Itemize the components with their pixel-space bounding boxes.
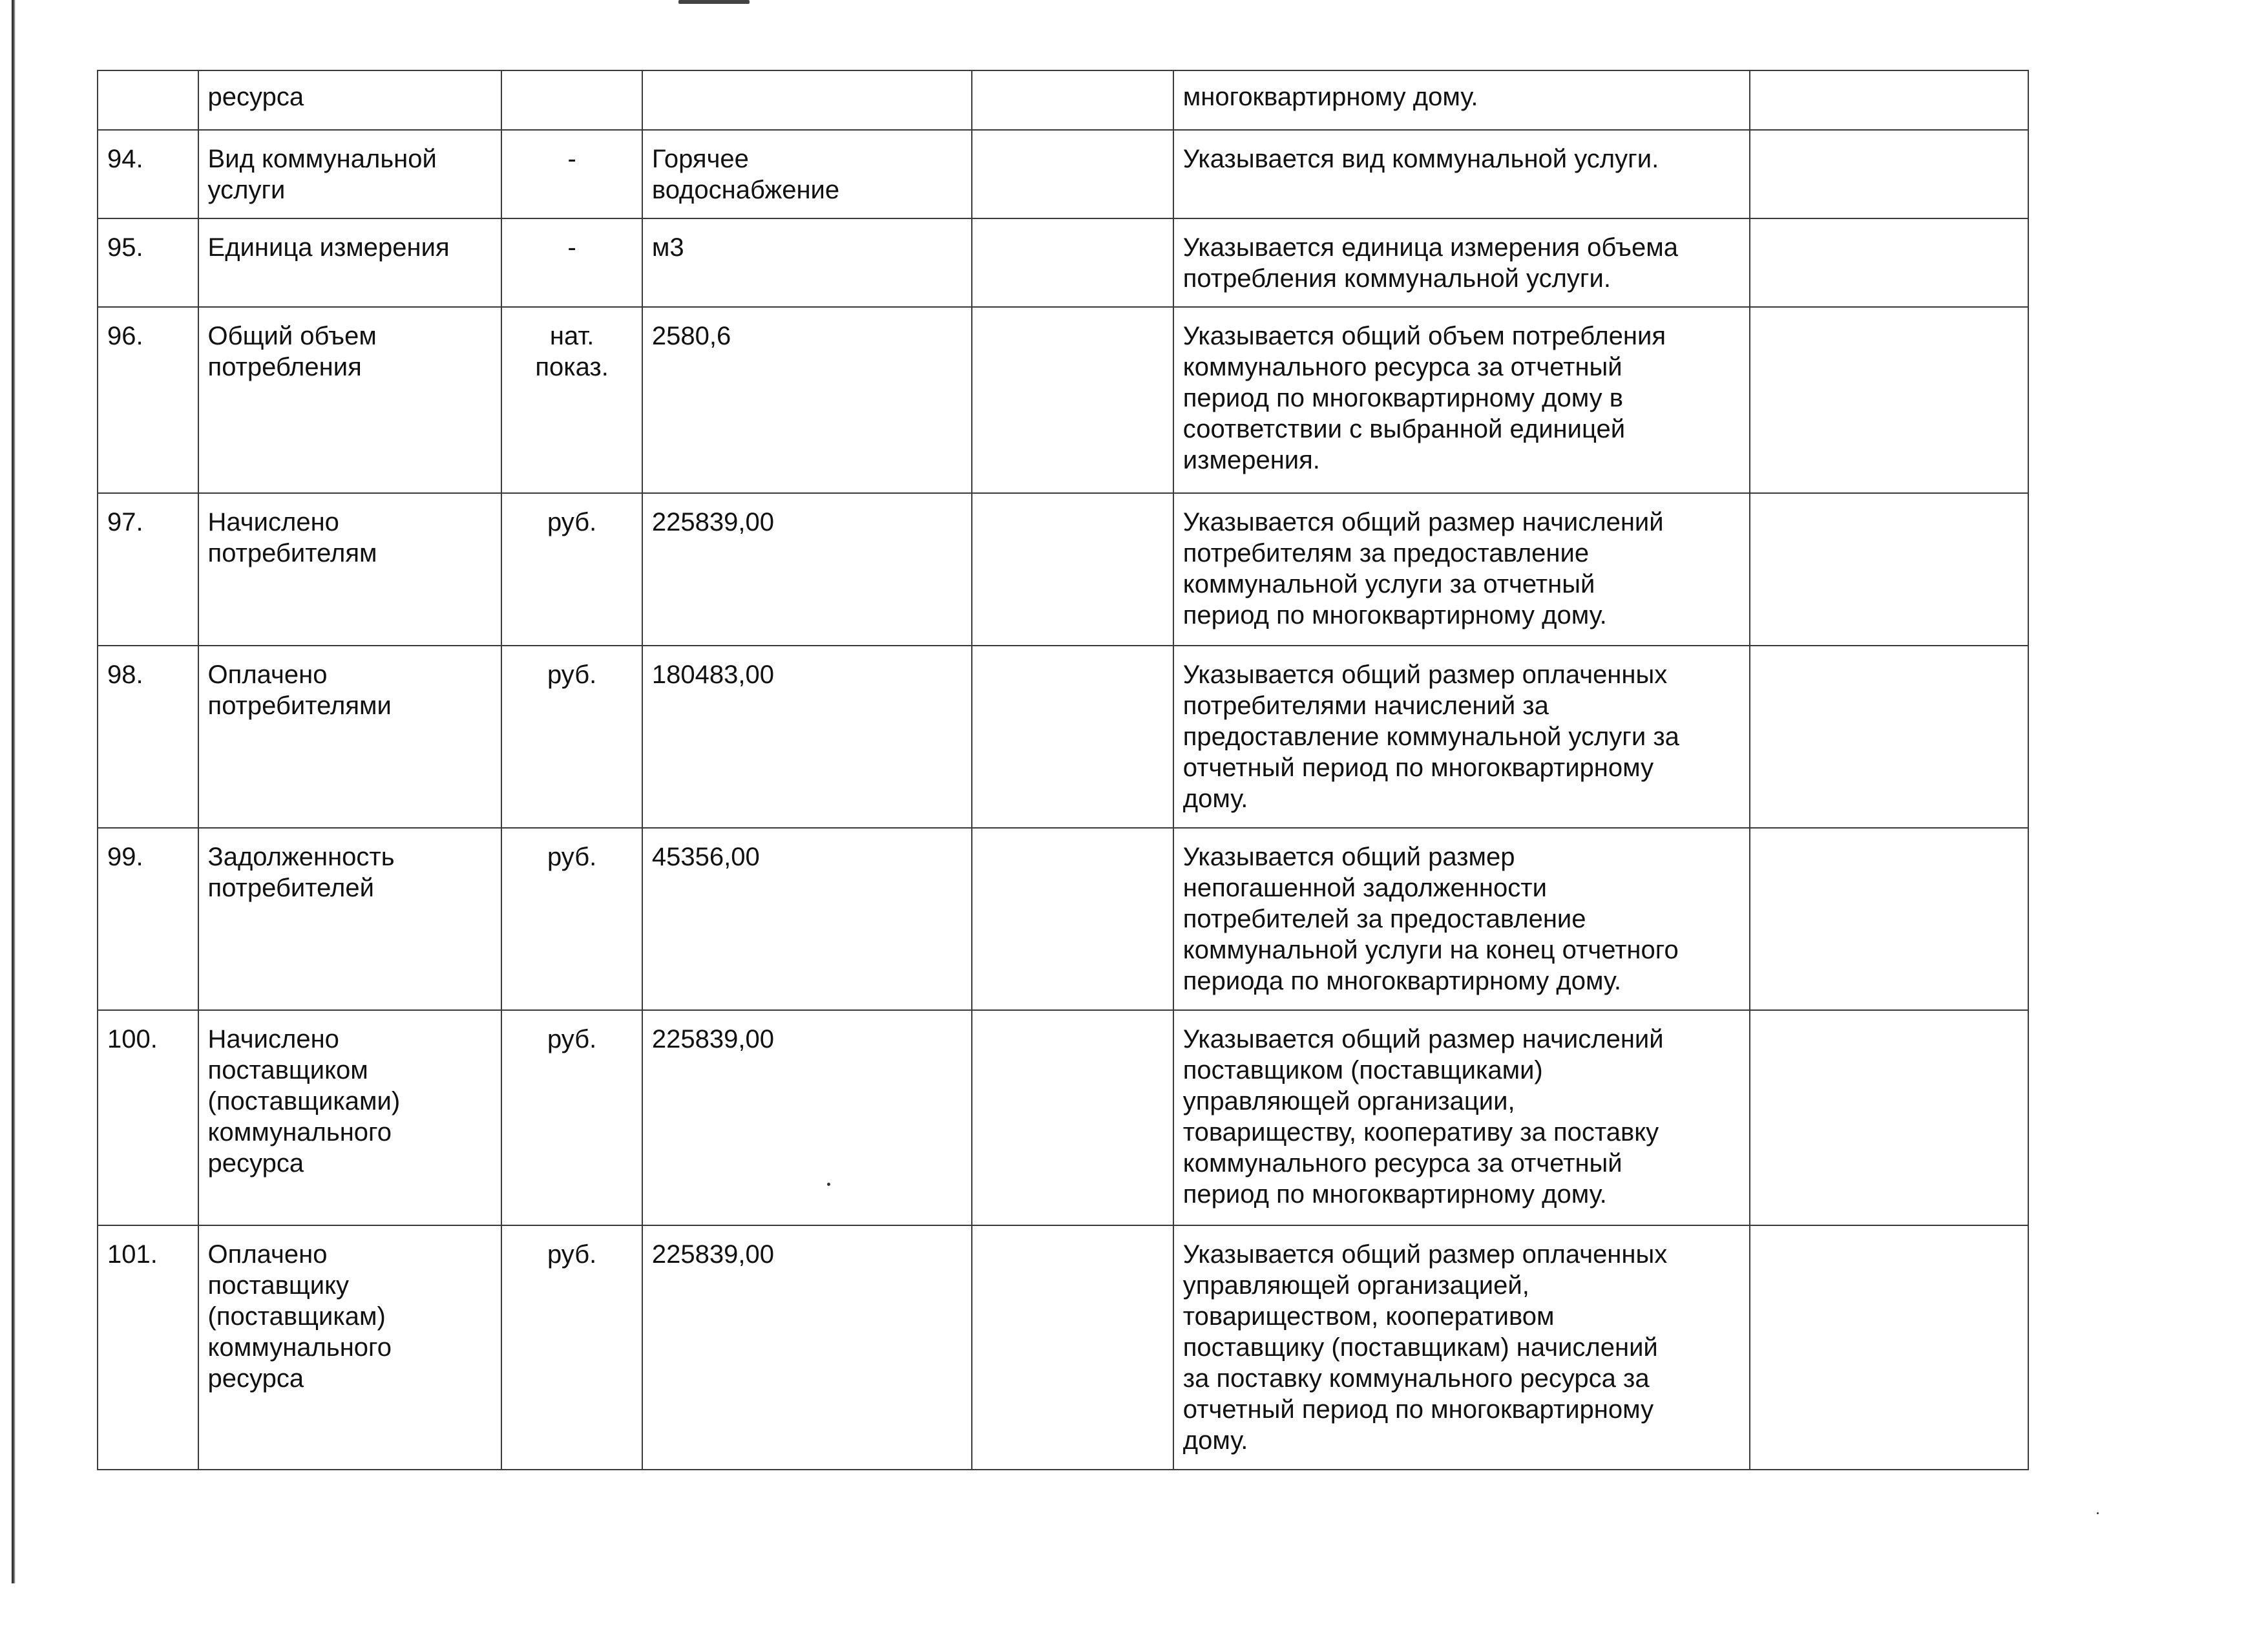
description-cell: Указывается общий размер непогашенной задолженности потребителей за предоставление коммунальной услуги на конец отчетного периода по многоквартирному дому.: [1173, 828, 1750, 1010]
empty-cell: [1750, 646, 2028, 828]
empty-cell: [972, 130, 1173, 218]
empty-cell: [1750, 493, 2028, 646]
indicator-name-cell: Оплачено потребителями: [198, 646, 502, 828]
row-number-cell: 98.: [98, 646, 198, 828]
unit-cell: руб.: [501, 1225, 642, 1470]
description-cell: Указывается общий размер начислений потребителям за предоставление коммунальной услуги за отчетный период по многоквартирному дому.: [1173, 493, 1750, 646]
value-cell: [642, 70, 972, 130]
utility-report-table: [97, 70, 2029, 1470]
empty-cell: [972, 70, 1173, 130]
indicator-name-cell: Единица измерения: [198, 218, 502, 307]
description-cell: Указывается единица измерения объема потребления коммунальной услуги.: [1173, 218, 1750, 307]
empty-cell: [972, 646, 1173, 828]
description-cell: многоквартирному дому.: [1173, 70, 1750, 130]
indicator-name-cell: Общий объем потребления: [198, 307, 502, 493]
value-cell: 45356,00: [642, 828, 972, 1010]
scan-edge-artifact: [12, 0, 16, 1583]
indicator-name-cell: Вид коммунальной услуги: [198, 130, 502, 218]
indicator-name-cell: Оплачено поставщику (поставщикам) коммунального ресурса: [198, 1225, 502, 1470]
empty-cell: [972, 307, 1173, 493]
table-row: [98, 1225, 2028, 1470]
unit-cell: -: [501, 130, 642, 218]
description-cell: Указывается общий объем потребления коммунального ресурса за отчетный период по многоквартирному дому в соответствии с выбранной единицей измерения.: [1173, 307, 1750, 493]
empty-cell: [1750, 70, 2028, 130]
row-number-cell: 101.: [98, 1225, 198, 1470]
row-number-cell: [98, 70, 198, 130]
empty-cell: [1750, 307, 2028, 493]
table-row: [98, 70, 2028, 130]
description-cell: Указывается вид коммунальной услуги.: [1173, 130, 1750, 218]
description-cell: Указывается общий размер оплаченных потребителями начислений за предоставление коммунальной услуги за отчетный период по многоквартирному дому.: [1173, 646, 1750, 828]
empty-cell: [1750, 828, 2028, 1010]
row-number-cell: 99.: [98, 828, 198, 1010]
unit-cell: руб.: [501, 1010, 642, 1225]
empty-cell: [1750, 218, 2028, 307]
value-cell: м3: [642, 218, 972, 307]
empty-cell: [972, 218, 1173, 307]
value-cell: 2580,6: [642, 307, 972, 493]
scan-mark-top: [678, 0, 750, 4]
scan-speck: [2097, 1512, 2099, 1514]
empty-cell: [972, 1010, 1173, 1225]
empty-cell: [972, 493, 1173, 646]
description-cell: Указывается общий размер начислений поставщиком (поставщиками) управляющей организации, товариществу, кооперативу за поставку коммунального ресурса за отчетный период по многоквартирному дому.: [1173, 1010, 1750, 1225]
description-cell: Указывается общий размер оплаченных управляющей организацией, товариществом, кооперативом поставщику (поставщикам) начислений за поставку коммунального ресурса за отчетный период по многоквартирному дому.: [1173, 1225, 1750, 1470]
table-row: [98, 130, 2028, 218]
indicator-name-cell: Начислено поставщиком (поставщиками) коммунального ресурса: [198, 1010, 502, 1225]
empty-cell: [972, 1225, 1173, 1470]
value-cell: 180483,00: [642, 646, 972, 828]
unit-cell: руб.: [501, 828, 642, 1010]
table-row: [98, 646, 2028, 828]
unit-cell: нат. показ.: [501, 307, 642, 493]
indicator-name-cell: Задолженность потребителей: [198, 828, 502, 1010]
row-number-cell: 97.: [98, 493, 198, 646]
value-cell: 225839,00: [642, 1010, 972, 1225]
unit-cell: руб.: [501, 493, 642, 646]
row-number-cell: 96.: [98, 307, 198, 493]
value-cell: 225839,00: [642, 493, 972, 646]
table-body: [98, 70, 2028, 1470]
row-number-cell: 95.: [98, 218, 198, 307]
table-row: [98, 218, 2028, 307]
table-row: [98, 493, 2028, 646]
row-number-cell: 94.: [98, 130, 198, 218]
empty-cell: [1750, 130, 2028, 218]
table-row: [98, 1010, 2028, 1225]
unit-cell: -: [501, 218, 642, 307]
empty-cell: [1750, 1010, 2028, 1225]
unit-cell: руб.: [501, 646, 642, 828]
empty-cell: [1750, 1225, 2028, 1470]
unit-cell: [501, 70, 642, 130]
empty-cell: [972, 828, 1173, 1010]
row-number-cell: 100.: [98, 1010, 198, 1225]
table-row: [98, 828, 2028, 1010]
value-cell: Горячее водоснабжение: [642, 130, 972, 218]
indicator-name-cell: Начислено потребителям: [198, 493, 502, 646]
value-cell: 225839,00: [642, 1225, 972, 1470]
table-row: [98, 307, 2028, 493]
indicator-name-cell: ресурса: [198, 70, 502, 130]
